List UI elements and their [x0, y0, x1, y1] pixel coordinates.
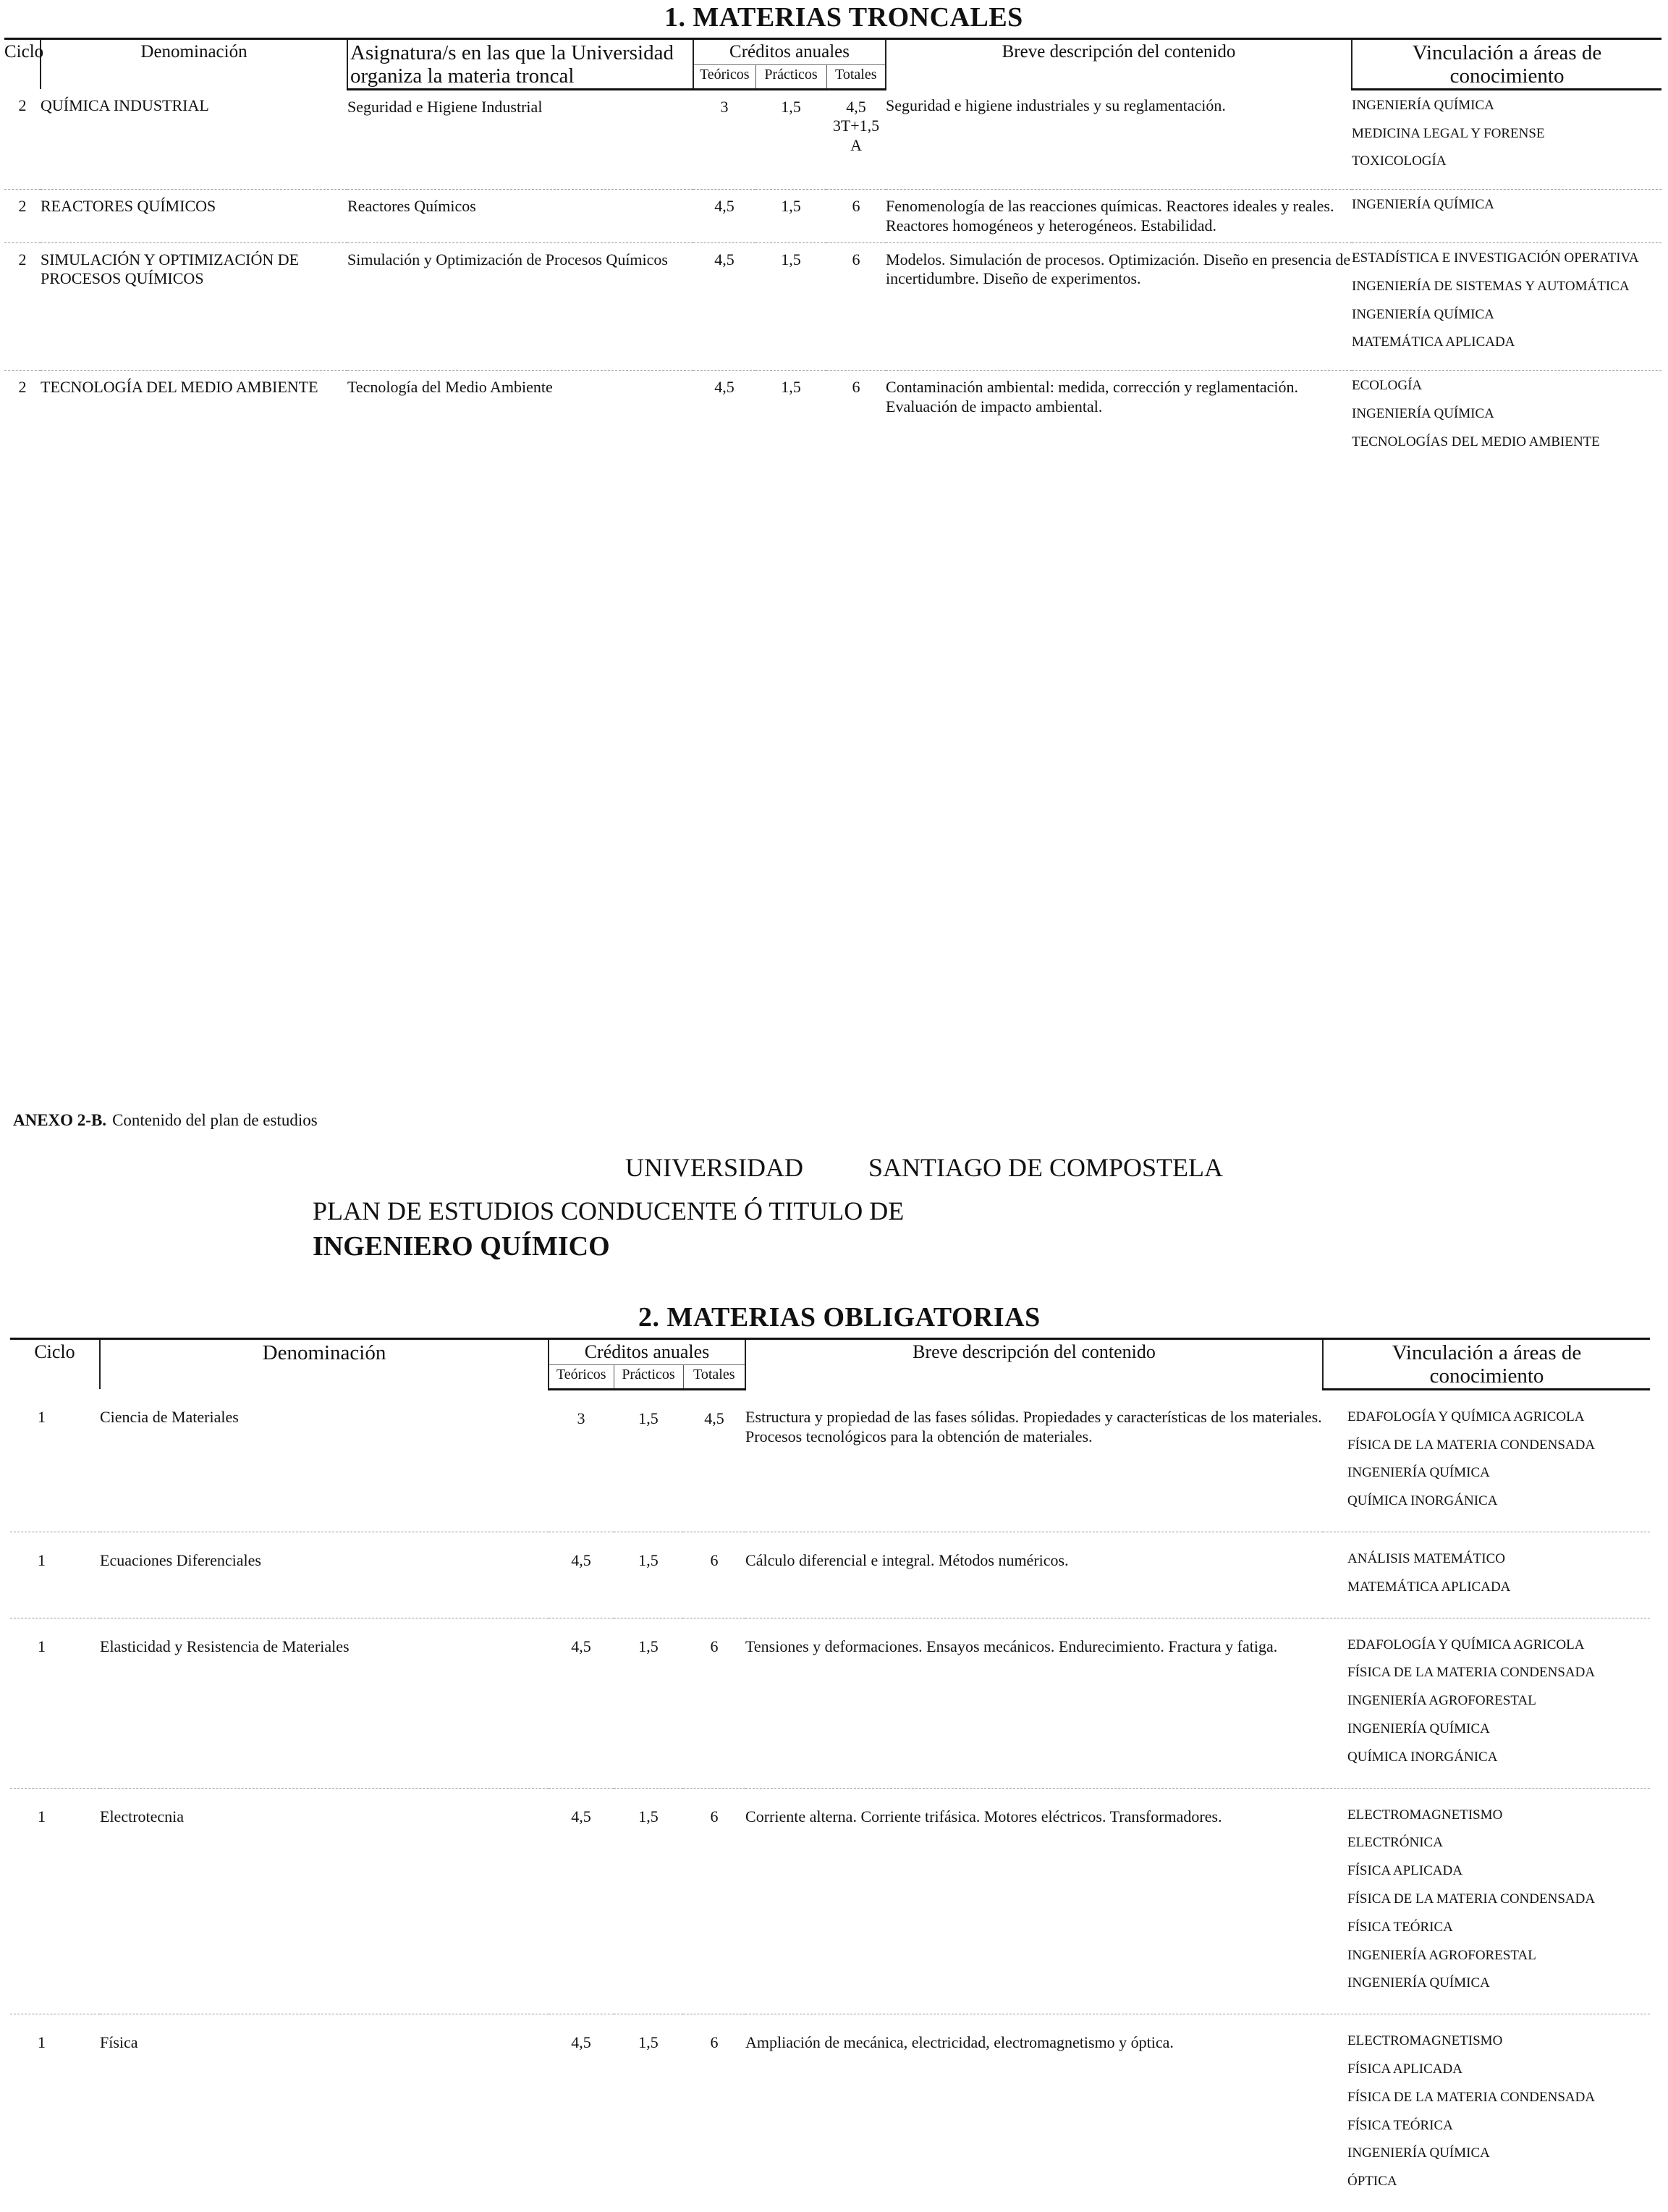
cell-totales: 6 [683, 1618, 745, 1788]
cell-descripcion: Tensiones y deformaciones. Ensayos mecánicos. Endurecimiento. Fractura y fatiga. [745, 1618, 1323, 1788]
area-item: QUÍMICA INORGÁNICA [1347, 1749, 1498, 1765]
col-ciclo-header: Ciclo [10, 1339, 100, 1390]
totales-note2: A [850, 135, 862, 154]
cell-teoricos: 4,5 [549, 1618, 614, 1788]
cell-totales [826, 89, 886, 189]
table-row [10, 1389, 1650, 1532]
cell-totales: 6 [826, 371, 886, 470]
col-totales-header: Totales [826, 65, 886, 89]
col-vinculacion-header-line1: Vinculación a áreas de [1323, 1339, 1650, 1365]
cell-teoricos: 4,5 [549, 1532, 614, 1618]
col-denominacion-header: Denominación [100, 1339, 549, 1390]
cell-ciclo: 1 [10, 1788, 100, 2014]
table-row [10, 1788, 1650, 2014]
area-item: FÍSICA APLICADA [1347, 2061, 1462, 2077]
cell-descripcion: Fenomenología de las reacciones químicas. Reactores ideales y reales. Reactores homogéneos y heterogéneos. Estabilidad. [886, 190, 1352, 243]
cell-denominacion: REACTORES QUÍMICOS [41, 190, 347, 243]
area-item: QUÍMICA INORGÁNICA [1347, 1493, 1498, 1509]
cell-teoricos: 3 [720, 97, 729, 116]
cell-ciclo: 2 [4, 371, 41, 470]
area-item: ESTADÍSTICA E INVESTIGACIÓN OPERATIVA [1352, 250, 1639, 266]
table-row [10, 2014, 1650, 2212]
area-item: TECNOLOGÍAS DEL MEDIO AMBIENTE [1352, 434, 1600, 449]
area-item: ANÁLISIS MATEMÁTICO [1347, 1550, 1505, 1566]
area-item: INGENIERÍA DE SISTEMAS Y AUTOMÁTICA [1352, 278, 1630, 294]
cell-areas [1323, 1788, 1650, 2014]
cell-totales: 6 [826, 242, 886, 370]
cell-areas [1323, 1618, 1650, 1788]
troncales-table [4, 38, 1661, 470]
cell-ciclo: 2 [4, 242, 41, 370]
cell-denominacion: Ciencia de Materiales [100, 1408, 239, 1427]
annex-text: Contenido del plan de estudios [112, 1111, 318, 1129]
section1-title: 1. MATERIAS TRONCALES [664, 2, 1023, 33]
area-item: MATEMÁTICA APLICADA [1352, 334, 1515, 350]
col-asignatura-header-line2: organiza la materia troncal [347, 65, 693, 89]
cell-totales: 4,5 [704, 1409, 724, 1427]
cell-denominacion: Electrotecnia [100, 1788, 549, 2014]
area-item: FÍSICA DE LA MATERIA CONDENSADA [1347, 2089, 1596, 2105]
cell-descripcion: Seguridad e higiene industriales y su reglamentación. [886, 96, 1226, 115]
cell-denominacion: SIMULACIÓN Y OPTIMIZACIÓN DE PROCESOS QUÍMICOS [41, 242, 347, 370]
table-row [4, 242, 1661, 370]
cell-denominacion: TECNOLOGÍA DEL MEDIO AMBIENTE [41, 371, 347, 470]
col-teoricos-header: Teóricos [693, 65, 755, 89]
cell-asignatura: Seguridad e Higiene Industrial [347, 97, 543, 116]
cell-areas [1323, 2014, 1650, 2212]
annex-heading [13, 1111, 318, 1130]
annex-label: ANEXO 2-B. [13, 1111, 107, 1129]
degree-title: INGENIERO QUÍMICO [313, 1231, 610, 1262]
cell-totales: 6 [683, 2014, 745, 2212]
cell-ciclo: 1 [10, 2014, 100, 2212]
cell-descripcion: Ampliación de mecánica, electricidad, electromagnetismo y óptica. [745, 2014, 1323, 2212]
cell-ciclo: 1 [10, 1532, 100, 1618]
cell-practicos: 1,5 [781, 97, 801, 116]
cell-areas [1352, 242, 1661, 370]
totales-value: 4,5 [846, 97, 866, 116]
plan-label: PLAN DE ESTUDIOS CONDUCENTE Ó TITULO DE [313, 1196, 905, 1225]
col-denominacion-header: Denominación [41, 39, 347, 90]
col-vinculacion-header-line2: conocimiento [1352, 65, 1661, 89]
area-item: ELECTRÓNICA [1347, 1835, 1443, 1851]
col-ciclo-header: Ciclo [4, 39, 41, 90]
area-item: INGENIERÍA AGROFORESTAL [1347, 1693, 1536, 1709]
university-name: SANTIAGO DE COMPOSTELA [868, 1153, 1224, 1182]
col-practicos-header: Prácticos [614, 1365, 683, 1389]
col-asignatura-header-line1: Asignatura/s en las que la Universidad [347, 39, 693, 65]
table-row [4, 89, 1661, 189]
cell-teoricos: 4,5 [693, 371, 755, 470]
col-descripcion-header: Breve descripción del contenido [745, 1339, 1323, 1390]
area-item: ELECTROMAGNETISMO [1347, 1807, 1503, 1823]
cell-practicos: 1,5 [755, 371, 826, 470]
area-item: FÍSICA TEÓRICA [1347, 2117, 1453, 2133]
cell-areas [1323, 1532, 1650, 1618]
table-row [4, 190, 1661, 243]
col-descripcion-header: Breve descripción del contenido [886, 39, 1352, 90]
cell-descripcion: Cálculo diferencial e integral. Métodos numéricos. [745, 1532, 1323, 1618]
cell-areas [1323, 1389, 1650, 1532]
cell-ciclo: 1 [10, 1618, 100, 1788]
area-item: MATEMÁTICA APLICADA [1347, 1579, 1511, 1595]
table-row [4, 371, 1661, 470]
cell-descripcion: Estructura y propiedad de las fases sólidas. Propiedades y características de los materiales. Procesos tecnológicos para la obtención de materiales. [745, 1408, 1322, 1445]
area-item: FÍSICA DE LA MATERIA CONDENSADA [1347, 1437, 1596, 1453]
cell-teoricos: 4,5 [693, 242, 755, 370]
cell-totales: 6 [826, 190, 886, 243]
cell-totales: 6 [683, 1788, 745, 2014]
area-item: ECOLOGÍA [1352, 378, 1423, 394]
cell-descripcion: Corriente alterna. Corriente trifásica. Motores eléctricos. Transformadores. [745, 1788, 1323, 2014]
cell-totales: 6 [683, 1532, 745, 1618]
col-teoricos-header: Teóricos [549, 1365, 614, 1389]
totales-note: 3T+1,5 [832, 117, 880, 135]
area-item: ELECTROMAGNETISMO [1347, 2033, 1503, 2049]
table-row [10, 1532, 1650, 1618]
area-item: FÍSICA DE LA MATERIA CONDENSADA [1347, 1665, 1596, 1681]
col-vinculacion-header-line2: conocimiento [1323, 1365, 1650, 1389]
table-row [10, 1618, 1650, 1788]
cell-areas [1352, 371, 1661, 470]
cell-practicos: 1,5 [614, 1532, 683, 1618]
area-item: TOXICOLOGÍA [1352, 153, 1447, 169]
cell-teoricos: 4,5 [693, 190, 755, 243]
cell-denominacion: Física [100, 2014, 549, 2212]
section2-title: 2. MATERIAS OBLIGATORIAS [638, 1302, 1041, 1333]
area-item: INGENIERÍA QUÍMICA [1352, 405, 1494, 421]
cell-areas [1352, 190, 1661, 243]
col-creditos-header: Créditos anuales [693, 39, 886, 65]
cell-descripcion: Modelos. Simulación de procesos. Optimización. Diseño en presencia de incertidumbre. Diseño de experimentos. [886, 242, 1352, 370]
cell-practicos: 1,5 [614, 2014, 683, 2212]
area-item: INGENIERÍA QUÍMICA [1347, 1975, 1490, 1991]
area-item: FÍSICA DE LA MATERIA CONDENSADA [1347, 1891, 1596, 1907]
cell-areas [1352, 89, 1661, 189]
area-item: EDAFOLOGÍA Y QUÍMICA AGRICOLA [1347, 1409, 1585, 1424]
col-creditos-header: Créditos anuales [549, 1339, 745, 1365]
col-totales-header: Totales [683, 1365, 745, 1389]
cell-practicos: 1,5 [755, 242, 826, 370]
cell-asignatura: Tecnología del Medio Ambiente [347, 371, 693, 470]
cell-denominacion: Ecuaciones Diferenciales [100, 1532, 549, 1618]
cell-ciclo: 2 [18, 96, 27, 115]
cell-teoricos: 4,5 [549, 2014, 614, 2212]
cell-asignatura: Reactores Químicos [347, 190, 693, 243]
cell-practicos: 1,5 [614, 1788, 683, 2014]
area-item: FÍSICA APLICADA [1347, 1863, 1462, 1879]
area-item: INGENIERÍA QUÍMICA [1352, 197, 1494, 213]
cell-ciclo: 2 [4, 190, 41, 243]
col-vinculacion-header-line1: Vinculación a áreas de [1352, 39, 1661, 65]
col-practicos-header: Prácticos [755, 65, 826, 89]
cell-ciclo: 1 [38, 1408, 46, 1427]
area-item: INGENIERÍA QUÍMICA [1352, 97, 1494, 113]
cell-descripcion: Contaminación ambiental: medida, corrección y reglamentación. Evaluación de impacto ambiental. [886, 371, 1352, 470]
area-item: INGENIERÍA QUÍMICA [1352, 306, 1494, 322]
area-item: INGENIERÍA AGROFORESTAL [1347, 1947, 1536, 1963]
area-item: EDAFOLOGÍA Y QUÍMICA AGRICOLA [1347, 1637, 1585, 1652]
area-item: ÓPTICA [1347, 2174, 1397, 2190]
cell-practicos: 1,5 [638, 1409, 659, 1427]
cell-practicos: 1,5 [755, 190, 826, 243]
area-item: MEDICINA LEGAL Y FORENSE [1352, 125, 1545, 141]
obligatorias-table [10, 1338, 1650, 2212]
university-label: UNIVERSIDAD [625, 1153, 803, 1182]
cell-denominacion: Elasticidad y Resistencia de Materiales [100, 1618, 549, 1788]
cell-practicos: 1,5 [614, 1618, 683, 1788]
cell-asignatura: Simulación y Optimización de Procesos Químicos [347, 242, 693, 370]
cell-teoricos: 3 [577, 1409, 585, 1427]
cell-denominacion: QUÍMICA INDUSTRIAL [41, 96, 209, 115]
area-item: INGENIERÍA QUÍMICA [1347, 1465, 1490, 1481]
area-item: FÍSICA TEÓRICA [1347, 1919, 1453, 1935]
area-item: INGENIERÍA QUÍMICA [1347, 1721, 1490, 1736]
cell-teoricos: 4,5 [549, 1788, 614, 2014]
area-item: INGENIERÍA QUÍMICA [1347, 2145, 1490, 2161]
